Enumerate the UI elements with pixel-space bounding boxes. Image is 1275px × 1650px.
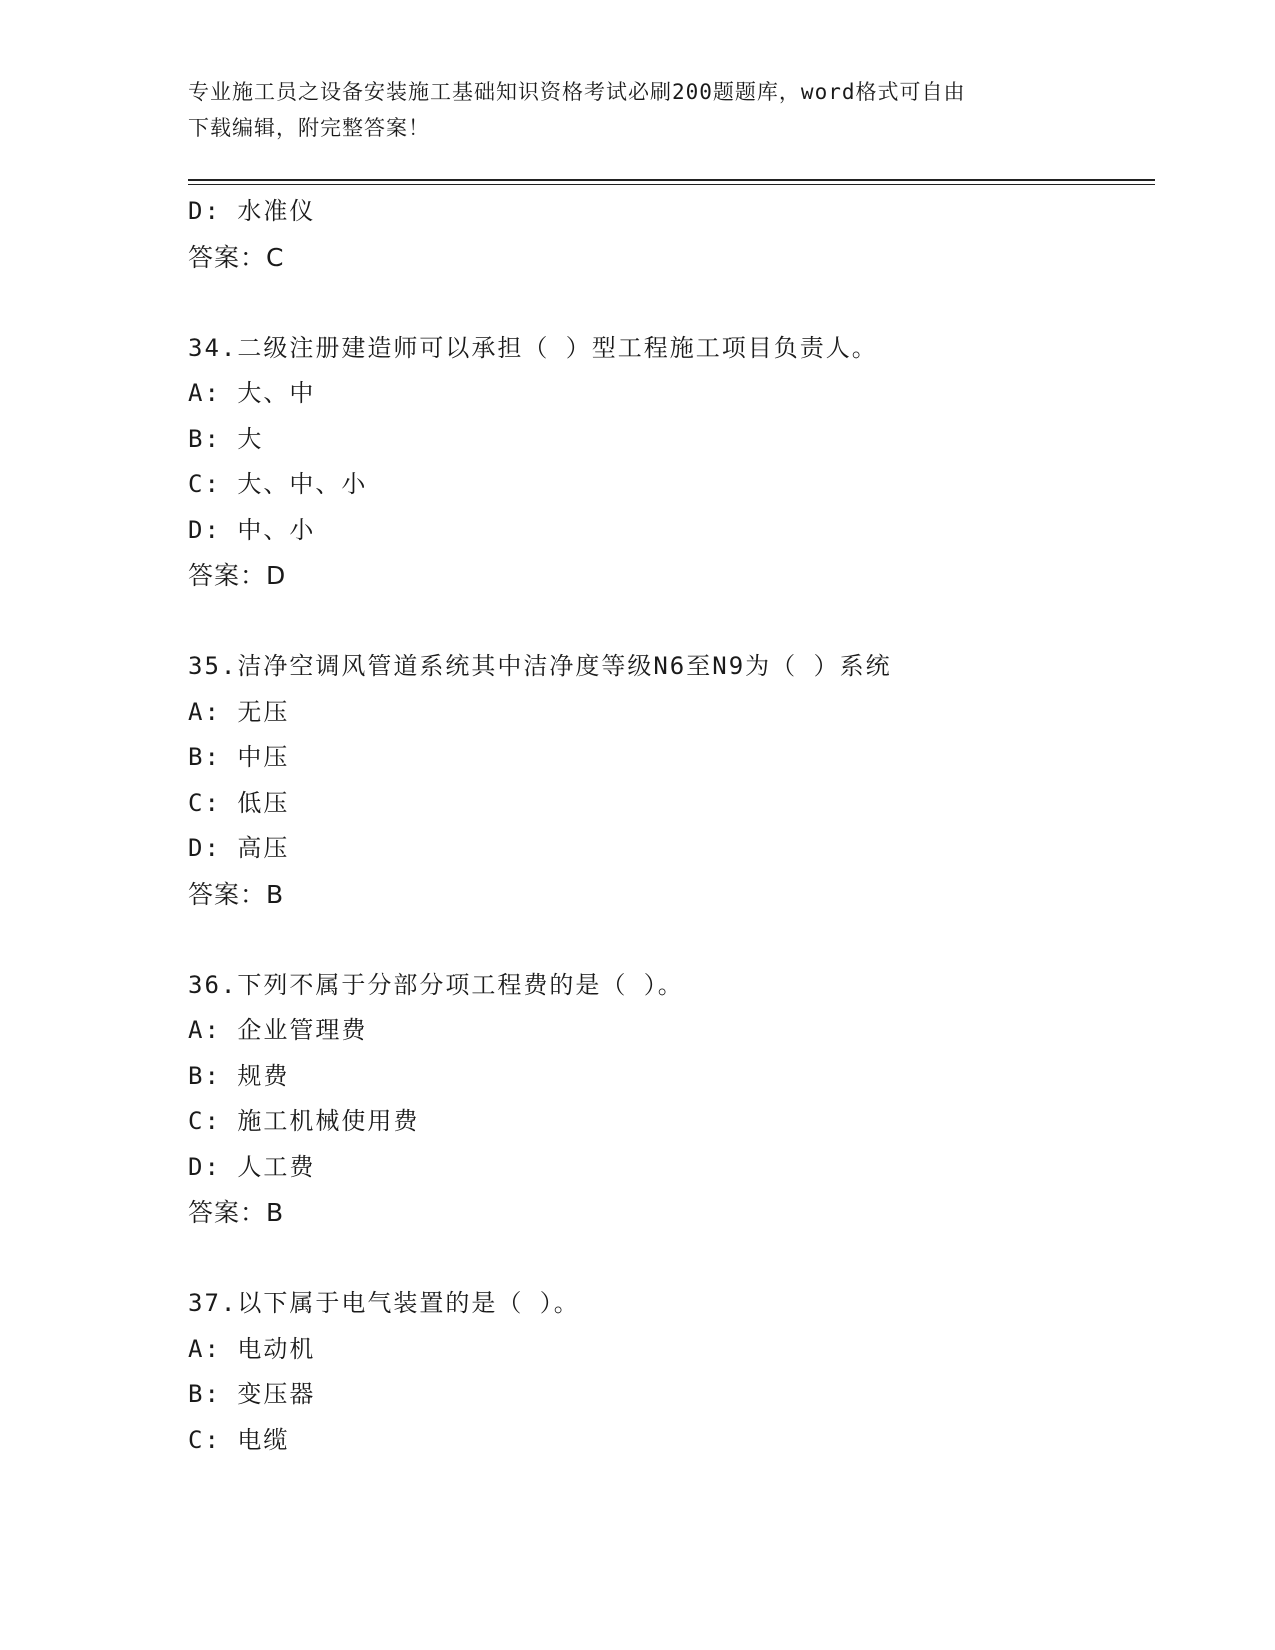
header-line-2: 下载编辑，附完整答案！	[188, 116, 430, 140]
option-d: D: 人工费	[188, 1152, 316, 1181]
option-c: C: 施工机械使用费	[188, 1107, 420, 1135]
option-a: A: 企业管理费	[188, 1016, 368, 1044]
option-c: C: 大、中、小	[188, 470, 368, 498]
spacer	[188, 917, 1148, 963]
option-b: B: 变压器	[188, 1380, 316, 1408]
option-c: C: 低压	[188, 788, 290, 817]
option-a: A: 无压	[188, 697, 290, 726]
question-list	[188, 189, 1148, 1463]
option-d: D: 水准仪	[188, 197, 316, 225]
question-stem: 34.二级注册建造师可以承担（ ）型工程施工项目负责人。	[188, 333, 878, 362]
question-stem: 37.以下属于电气装置的是（ ）。	[188, 1289, 580, 1317]
question-block-35	[188, 644, 1148, 917]
question-block-37	[188, 1281, 1148, 1463]
spacer	[188, 599, 1148, 645]
option-c: C: 电缆	[188, 1425, 290, 1454]
option-a: A: 大、中	[188, 379, 316, 407]
option-b: B: 大	[188, 424, 264, 453]
question-stem: 36.下列不属于分部分项工程费的是（ ）。	[188, 970, 684, 999]
question-block-36	[188, 963, 1148, 1236]
question-block-34	[188, 326, 1148, 599]
document-header	[188, 74, 1088, 146]
spacer	[188, 1236, 1148, 1282]
header-line-1: 专业施工员之设备安装施工基础知识资格考试必刷200题题库，word格式可自由	[188, 80, 966, 104]
answer-line: 答案：D	[188, 561, 287, 590]
header-divider-thick	[188, 179, 1155, 181]
option-b: B: 规费	[188, 1061, 290, 1090]
option-d: D: 中、小	[188, 515, 316, 544]
option-b: B: 中压	[188, 743, 290, 771]
spacer	[188, 280, 1148, 326]
answer-line: 答案：B	[188, 879, 285, 909]
option-d: D: 高压	[188, 834, 290, 862]
answer-line: 答案：C	[188, 242, 285, 272]
question-stem: 35.洁净空调风管道系统其中洁净度等级N6至N9为（ ）系统	[188, 652, 892, 680]
header-divider-thin	[188, 184, 1155, 185]
option-a: A: 电动机	[188, 1334, 316, 1363]
answer-line: 答案：B	[188, 1198, 285, 1227]
